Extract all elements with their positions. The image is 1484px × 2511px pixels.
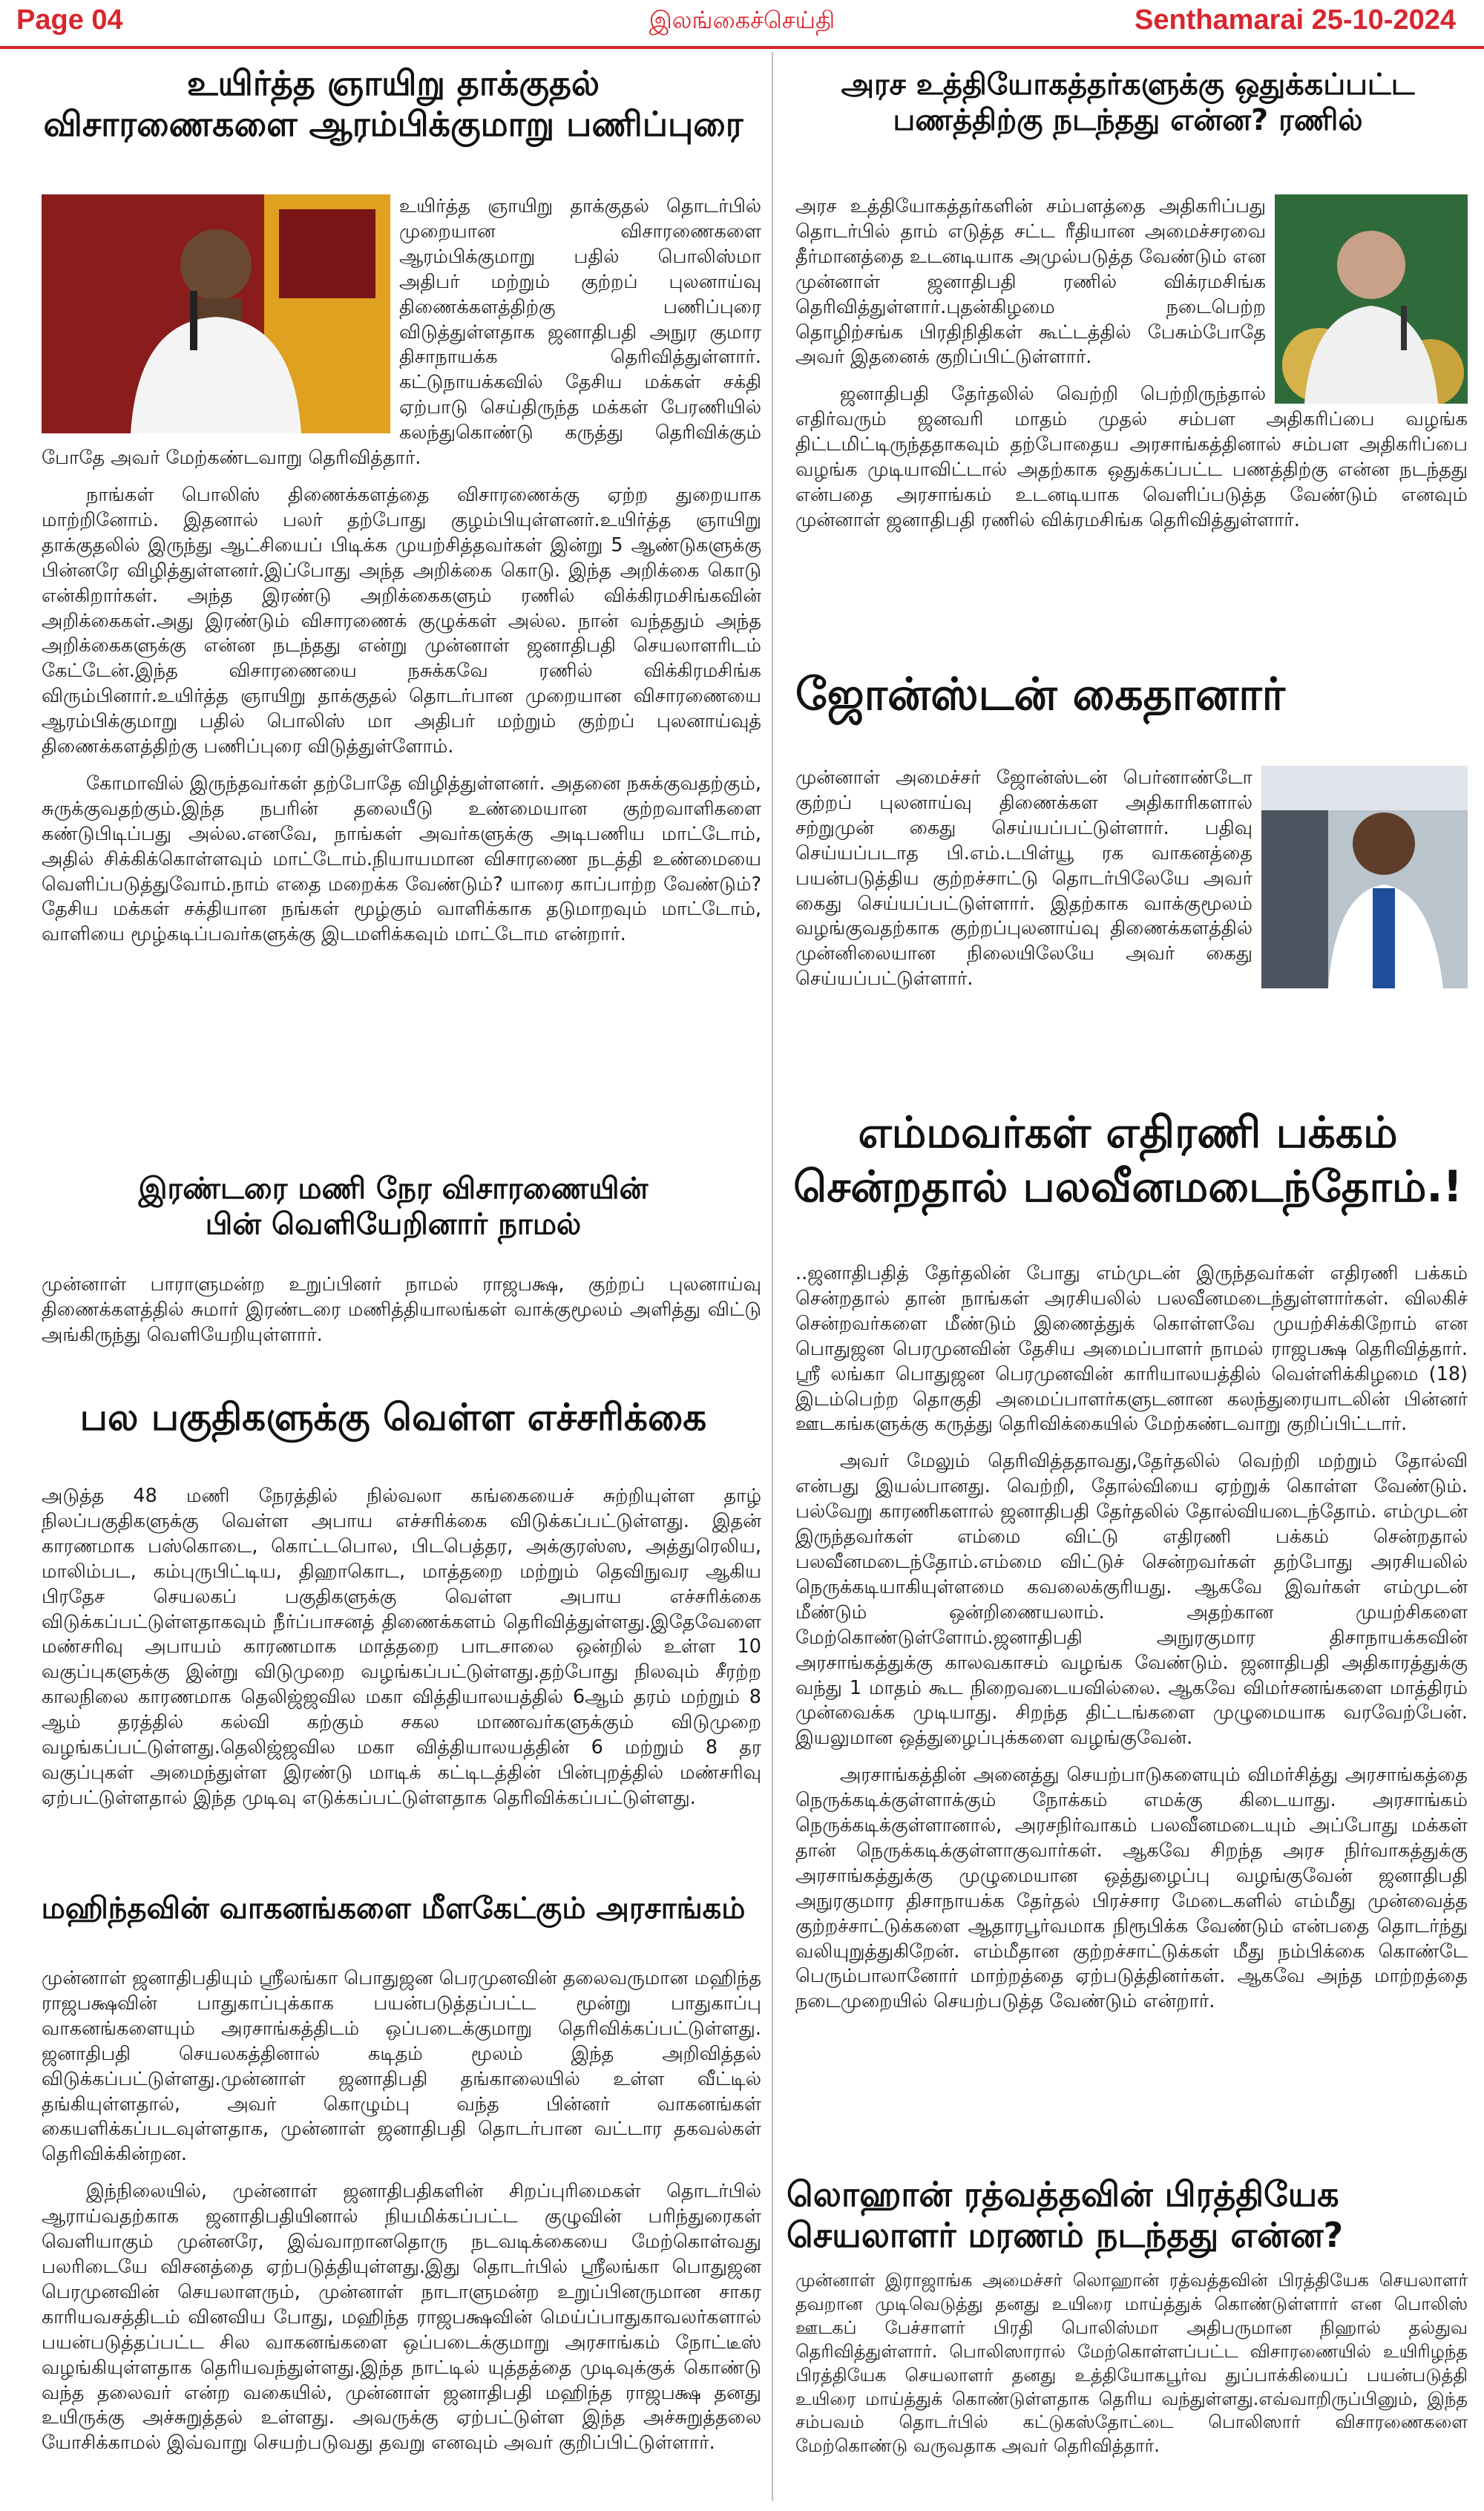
page-header [0,0,1484,49]
headline-johnston-arrested: ஜோன்ஸ்டன் கைதானார் [795,669,1285,721]
article-flood-warning: அடுத்த 48 மணி நேரத்தில் நில்வலா கங்கையைச் சுற்றியுள்ள தாழ் நிலப்பகுதிகளுக்கு வெள்ள அபாய எச்சரிக்கை விடுக்கப்பட்டுள்ளது. இதன் காரணமாக பஸ்கொடை, கொட்டபொல, பிடபெத்தர, அக்குரஸ்ஸ, அத்துரெலிய, மாலிம்பட, கம்புருபிட்டிய, திஹாகொட, மாத்தறை மற்றும் தெவிநுவர ஆகிய பிரதேச செயலகப் பகுதிகளுக்கு வெள்ள அபாய எச்சரிக்கை விடுக்கப்பட்டுள்ளதாகவும் நீர்ப்பாசனத் திணைக்களம் தெரிவித்துள்ளது.இதேவேளை மண்சரிவு அபாயம் காரணமாக மாத்தறை பாடசாலை ஒன்றில் உள்ள 10 வகுப்புகளுக்கு இன்று விடுமுறை வழங்கப்பட்டுள்ளது.தற்போது நிலவும் சீரற்ற காலநிலை காரணமாக தெலிஜ்ஜவில மகா வித்தியாலயத்தில் 6ஆம் தரம் மற்றும் 8 ஆம் தரத்தில் கல்வி கற்கும் சகல மாணவர்களுக்கும் விடுமுறை வழங்கப்பட்டுள்ளது.தெலிஜ்ஜவில மகா வித்தியாலயத்தின் 6 மற்றும் 8 தர வகுப்புகள் அமைந்துள்ள இரண்டு மாடிக் கட்டிடத்தின் பின்புறத்தில் மண்சரிவு ஏற்பட்டுள்ளதால் இந்த முடிவு எடுக்கப்பட்டுள்ளதாக தெரிவிக்கப்பட்டுள்ளது. [42,1485,761,1809]
edition-date: Senthamarai 25-10-2024 [1134,4,1456,36]
article-namal-inquiry: முன்னாள் பாராளுமன்ற உறுப்பினர் நாமல் ராஜபக்ஷ, குற்றப் புலனாய்வு திணைக்களத்தில் சுமார் இரண்டரை மணித்தியாலங்கள் வாக்குமூலம் அளித்து விட்டு அங்கிருந்து வெளியேறியுள்ளார். [42,1273,761,1346]
article-mahinda-vehicles: முன்னாள் ஜனாதிபதியும் ஸ்ரீலங்கா பொதுஜன பெரமுனவின் தலைவருமான மஹிந்த ராஜபக்ஷவின் பாதுகாப்புக்காக பயன்படுத்தப்பட்ட மூன்று பாதுகாப்பு வாகனங்களையும் அரசாங்கத்திடம் ஒப்படைக்குமாறு தெரிவிக்கப்பட்டுள்ளது. ஜனாதிபதி செயலகத்தினால் கடிதம் மூலம் இந்த அறிவித்தல் விடுக்கப்பட்டுள்ளது.முன்னாள் ஜனாதிபதி தங்காலையில் உள்ள வீட்டில் தங்கியுள்ளதால், அவர் கொழும்பு வந்த பின்னர் வாகனங்கள் கையளிக்கப்படவுள்ளதாக, முன்னாள் ஜனாதிபதி தொடர்பான வட்டார தகவல்கள் தெரிவிக்கின்றன. இந்நிலையில், முன்னாள் ஜனாதிபதிகளின் சிறப்புரிமைகள் தொடர்பில் ஆராய்வதற்காக ஜனாதிபதியினால் நியமிக்கப்பட்ட குழுவின் பரிந்துரைகள் வெளியாகும் முன்னரே, இவ்வாறானதொரு நடவடிக்கையை மேற்கொள்வது பலரிடையே விசனத்தை ஏற்படுத்தியுள்ளது.இது தொடர்பில் ஸ்ரீலங்கா பொதுஜன பெரமுனவின் செயலாளரும், முன்னாள் நாடாளுமன்ற உறுப்பினருமான சாகர காரியவசத்திடம் வினவிய போது, மஹிந்த ராஜபக்ஷவின் மெய்ப்பாதுகாவலர்களால் பயன்படுத்தப்பட்ட சில வாகனங்களை ஒப்படைக்குமாறு அரசாங்கம் நோட்டீஸ் வழங்கியுள்ளதாக தெரியவந்துள்ளது.இந்த நாட்டில் யுத்தத்தை முடிவுக்குக் கொண்டு வந்த தலைவர் என்ற வகையில், முன்னாள் ஜனாதிபதி மஹிந்த ராஜபக்ஷ தனது உயிருக்கு அச்சுறுத்தல் உள்ளது. அவருக்கு ஏற்பட்டுள்ள இந்த அச்சுறுத்தலை யோசிக்காமல் இவ்வாறு செயற்படுவது தவறு எனவும் அவர் குறிப்பிட்டுள்ளார். [42,1967,761,2455]
headline-namal-weakened: எம்மவர்கள் எதிரணி பக்கம் சென்றதால் பலவீனமடைந்தோம்.! [793,1107,1462,1212]
headline-lohan-secretary: லொஹான் ரத்வத்தவின் பிரத்தியேக செயலாளர் மரணம் நடந்தது என்ன? [787,2174,1344,2256]
headline-flood-warning: பல பகுதிகளுக்கு வெள்ள எச்சரிக்கை [79,1396,707,1439]
headline-namal-inquiry: இரண்டரை மணி நேர விசாரணையின் பின் வெளியேறினார் நாமல் [138,1172,649,1241]
article-namal-weakened: ..ஜனாதிபதித் தேர்தலின் போது எம்முடன் இருந்தவர்கள் எதிரணி பக்கம் சென்றதால் தான் நாங்கள் அரசியலில் பலவீனமடைந்துள்ளார்கள். விலகிச் சென்றவர்களை மீண்டும் இணைத்துக் கொள்ளவே முயற்சிக்கிறோம் என பொதுஜன பெரமுனவின் தேசிய அமைப்பாளர் நாமல் ராஜபக்ஷ தெரிவித்தார். ஸ்ரீ லங்கா பொதுஜன பெரமுனவின் காரியாலயத்தில் வெள்ளிக்கிழமை (18) இடம்பெற்ற தொகுதி அமைப்பாளர்களுடனான கலந்துரையாடலின் பின்னர் ஊடகங்களுக்கு கருத்து தெரிவிக்கையில் மேற்கண்டவாறு குறிப்பிட்டார். அவர் மேலும் தெரிவித்ததாவது,தேர்தலில் வெற்றி மற்றும் தோல்வி என்பது இயல்பானது. வெற்றி, தோல்வியை ஏற்றுக் கொள்ள வேண்டும். பல்வேறு காரணிகளால் ஜனாதிபதி தேர்தலில் தோல்வியடைந்தோம். எம்முடன் இருந்தவர்கள் எம்மை விட்டு எதிரணி பக்கம் சென்றதால் பலவீனமடைந்தோம்.எம்மை விட்டுச் சென்றவர்கள் தற்போது அரசியலில் நெருக்கடியாகியுள்ளமை கவலைக்குரியது. ஆகவே இவர்கள் எம்முடன் மீண்டும் ஒன்றிணையலாம். அதற்கான முயற்சிகளை மேற்கொண்டுள்ளோம்.ஜனாதிபதி அநுரகுமார திசாநாயக்கவின் அரசாங்கத்துக்கு காலவகாசம் வழங்க வேண்டும். ஜனாதிபதி அதிகாரத்துக்கு வந்து 1 மாதம் கூட நிறைவடையவில்லை. ஆகவே விமர்சனங்களை மாத்திரம் முன்வைக்க முடியாது. சிறந்த திட்டங்களை முழுமையாக வரவேற்பேன். இயலுமான ஒத்துழைப்புக்களை வழங்குவேன். அரசாங்கத்தின் அனைத்து செயற்பாடுகளையும் விமர்சித்து அரசாங்கத்தை நெருக்கடிக்குள்ளாக்கும் நோக்கம் எமக்கு கிடையாது. அரசாங்கம் நெருக்கடிக்குள்ளானால், அரசநிர்வாகம் பலவீனமடையும் அப்போது மக்கள் தான் நெருக்கடிக்குள்ளாகுவார்கள். ஆகவே சிறந்த அரச நிர்வாகத்துக்கு அரசாங்கத்துக்கு முழுமையான ஒத்துழைப்பு வழங்குவேன் ஜனாதிபதி அநுரகுமார திசாநாயக்க தேர்தல் பிரச்சார மேடைகளில் எம்மீது முன்வைத்த குற்றச்சாட்டுக்களை ஆதாரபூர்வமாக நிரூபிக்க வேண்டும் என்பதை தொடர்ந்து வலியுறுத்துகிறேன். எம்மீதான குற்றச்சாட்டுக்கள் மீது நம்பிக்கை கொண்டே பெரும்பாலானோர் மாற்றத்தை ஏற்படுத்தினர்கள். ஆகவே அந்த மாற்றத்தை நடைமுறையில் செயற்படுத்த வேண்டும் என்றார். [795,1262,1468,2013]
article-ranil-salary: அரச உத்தியோகத்தர்களின் சம்பளத்தை அதிகரிப்பது தொடர்பில் தாம் எடுத்த சட்ட ரீதியான அமைச்சரவை தீர்மானத்தை உடனடியாக அமுல்படுத்த வேண்டும் என முன்னாள் ஜனாதிபதி ரணில் விக்ரமசிங்க தெரிவித்துள்ளார்.புதன்கிழமை நடைபெற்ற தொழிற்சங்க பிரதிநிதிகள் கூட்டத்தில் பேசும்போதே அவர் இதனைக் குறிப்பிட்டுள்ளார். ஜனாதிபதி தேர்தலில் வெற்றி பெற்றிருந்தால் எதிர்வரும் ஜனவரி மாதம் முதல் சம்பள அதிகரிப்பை வழங்க திட்டமிட்டிருந்ததாகவும் தற்போதைய அரசாங்கத்தினால் சம்பள அதிகரிப்பை வழங்க முடியாவிட்டால் அதற்காக ஒதுக்கப்பட்ட பணத்திற்கு என்ன நடந்தது என்பதை அரசாங்கம் உடனடியாக வெளிப்படுத்த வேண்டும் எனவும் முன்னாள் ஜனாதிபதி ரணில் விக்ரமசிங்க தெரிவித்துள்ளார். [795,195,1468,531]
column-divider [772,52,773,2501]
article-easter-attack: உயிர்த்த ஞாயிறு தாக்குதல் தொடர்பில் முறையான விசாரணைகளை ஆரம்பிக்குமாறு பதில் பொலிஸ்மா அதிபர் மற்றும் குற்றப் புலனாய்வு திணைக்களத்திற்கு பணிப்புரை விடுத்துள்ளதாக ஜனாதிபதி அநுர குமார திசாநாயக்க தெரிவித்துள்ளார். கட்டுநாயக்கவில் தேசிய மக்கள் சக்தி ஏற்பாடு செய்திருந்த மக்கள் பேரணியில் கலந்துகொண்டு கருத்து தெரிவிக்கும் போதே அவர் மேற்கண்டவாறு தெரிவித்தார். நாங்கள் பொலிஸ் திணைக்களத்தை விசாரணைக்கு ஏற்ற துறையாக மாற்றினோம். இதனால் பலர் தற்போது குழம்பியுள்ளனர்.உயிர்த்த ஞாயிறு தாக்குதலில் இருந்து ஆட்சியைப் பிடிக்க முயற்சித்தவர்கள் இன்று 5 ஆண்டுகளுக்கு பின்னரே விழித்துள்ளனர்.இப்போது அந்த அறிக்கை கொடு. இந்த அறிக்கை கொடு என்கிறார்கள். அந்த இரண்டு அறிக்கைகளும் ரணில் விக்கிரமசிங்கவின் அறிக்கைகள்.அது இரண்டும் விசாரணைக் குழுக்கள் அல்ல. நான் வந்ததும் அந்த அறிக்கைகளுக்கு என்ன நடந்தது என்று முன்னாள் ஜனாதிபதி செயலாளரிடம் கேட்டேன்.இந்த விசாரணையை நசுக்கவே ரணில் விக்கிரமசிங்க விரும்பினார்.உயிர்த்த ஞாயிறு தாக்குதல் தொடர்பான முறையான விசாரணையை ஆரம்பிக்குமாறு பதில் பொலிஸ் மா அதிபர் மற்றும் குற்றப் புலனாய்வுத் திணைக்களத்திற்கு பணிப்புரை விடுத்துள்ளோம். கோமாவில் இருந்தவர்கள் தற்போதே விழித்துள்ளனர். அதனை நசுக்குவதற்கும், சுருக்குவதற்கும்.இந்த நபரின் தலையீடு உண்மையான குற்றவாளிகளை கண்டுபிடிப்பது அல்ல.எனவே, நாங்கள் அவர்களுக்கு அடிபணிய மாட்டோம், அதில் சிக்கிக்கொள்ளவும் மாட்டோம்.நியாயமான விசாரணை நடத்தி உண்மையை வெளிப்படுத்துவோம்.நாம் எதை மறைக்க வேண்டும்? யாரை காப்பாற்ற வேண்டும்?தேசிய மக்கள் சக்தியான நங்கள் மூழ்கும் வாளிக்காக தடுமாறவும் மாட்டோம், வாளியை மூழ்கடிப்பவர்களுக்கு இடமளிக்கவும் மாட்டோம என்றார். [42,195,761,946]
page-number: Page 04 [16,4,123,36]
article-johnston-arrested: முன்னாள் அமைச்சர் ஜோன்ஸ்டன் பெர்னாண்டோ குற்றப் புலனாய்வு திணைக்கள அதிகாரிகளால் சற்றுமுன் கைது செய்யப்பட்டுள்ளார். பதிவு செய்யப்படாத பி.எம்.டபிள்யூ ரக வாகனத்தை பயன்படுத்திய குற்றச்சாட்டு தொடர்பிலேயே அவர் கைது செய்யப்பட்டுள்ளார். இதற்காக வாக்குமூலம் வழங்குவதற்காக குற்றப்புலனாய்வு திணைக்களத்தில் முன்னிலையான நிலையிலேயே அவர் கைது செய்யப்பட்டுள்ளார். [795,767,1252,991]
headline-mahinda-vehicles: மஹிந்தவின் வாகனங்களை மீளகேட்கும் அரசாங்கம் [41,1891,746,1926]
masthead: இலங்கைச்செய்தி [649,6,835,34]
headline-ranil-salary: அரச உத்தியோகத்தர்களுக்கு ஒதுக்கப்பட்ட பணத்திற்கு நடந்தது என்ன? ரணில் [841,68,1415,137]
headline-easter-attack: உயிர்த்த ஞாயிறு தாக்குதல் விசாரணைகளை ஆரம்பிக்குமாறு பணிப்புரை [43,63,743,145]
article-lohan-secretary: முன்னாள் இராஜாங்க அமைச்சர் லொஹான் ரத்வத்தவின் பிரத்தியேக செயலாளர் தவறான முடிவெடுத்து தனது உயிரை மாய்த்துக் கொண்டுள்ளார் என பொலிஸ் ஊடகப் பேச்சாளர் பிரதி பொலிஸ்மா அதிபருமான நிஹால் தல்துவ தெரிவித்துள்ளார். பொலிஸாரால் மேற்கொள்ளப்பட்ட விசாரணையில் உயிரிழந்த பிரத்தியேக செயலாளர் தனது உத்தியோகபூர்வ துப்பாக்கியைப் பயன்படுத்தி உயிரை மாய்த்துக் கொண்டுள்ளதாக தெரிய வந்துள்ளது.எவ்வாறிருப்பினும், இந்த சம்பவம் தொடர்பில் கட்டுகஸ்தோட்டை பொலிஸார் விசாரணைகளை மேற்கொண்டு வருவதாக அவர் தெரிவித்தார். [795,2270,1468,2457]
